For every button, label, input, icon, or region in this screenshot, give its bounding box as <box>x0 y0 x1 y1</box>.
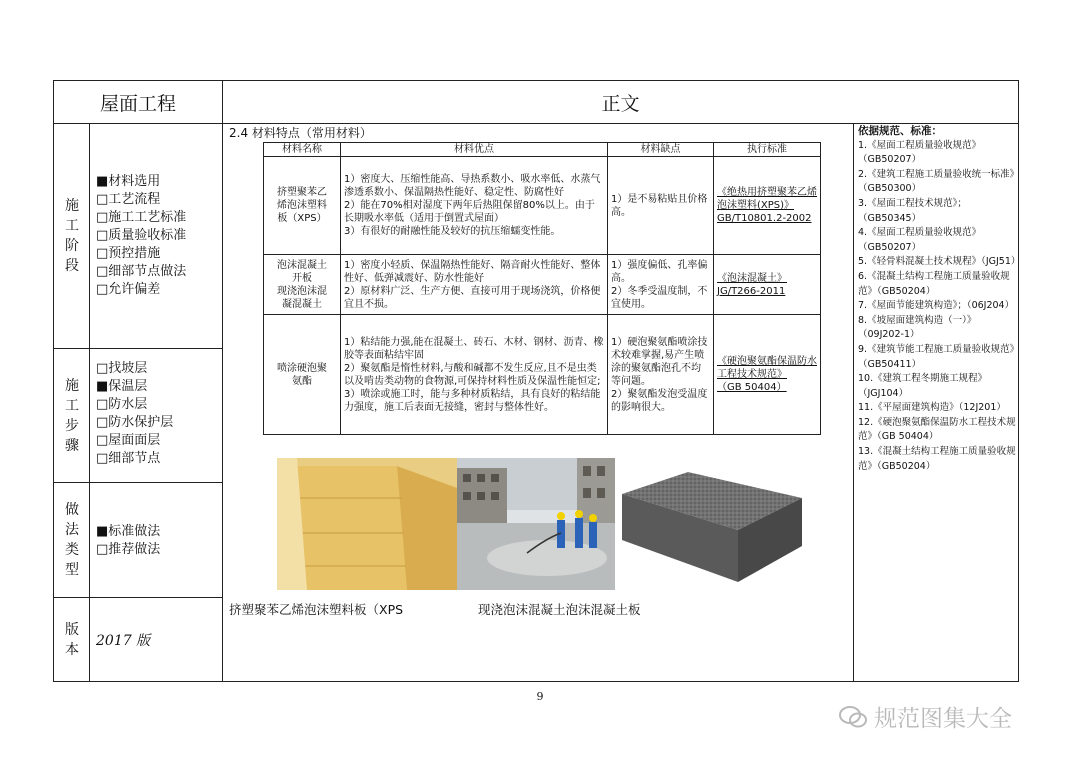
reference-item: 6.《混凝土结构工程施工质量验收规范》（GB50204） <box>858 270 1010 297</box>
method-item[interactable]: □推荐做法 <box>96 542 161 557</box>
stage-item[interactable]: □质量验收标准 <box>96 228 187 243</box>
material-cons: 1）是不易粘贴且价格高。 <box>608 157 714 255</box>
material-standard: 《硬泡聚氨酯保温防水工程技术规范》 （GB 50404） <box>714 315 821 435</box>
foam-caption: 现浇泡沫混凝土泡沫混凝土板 <box>478 602 641 617</box>
stage-item[interactable]: □细部节点做法 <box>96 264 187 279</box>
reference-item: 3.《屋面工程技术规范》；（GB50345） <box>858 197 967 224</box>
material-pros: 1）密度大、压缩性能高、导热系数小、吸水率低、水蒸气渗透系数小、保温隔热性能好、稳定性、防腐性好 2）能在70%相对湿度下两年后热阻保留80%以上。由于长期吸水率低（适用于倒置式屋面） 3）有很好的耐融性能及较好的抗压缩蠕变性能。 <box>341 157 608 255</box>
stage-item[interactable]: □工艺流程 <box>96 192 161 207</box>
version-label: 版 本 <box>65 621 79 658</box>
stage-item[interactable]: □预控措施 <box>96 246 161 261</box>
table-header-row <box>264 143 821 157</box>
table-row <box>264 315 821 435</box>
method-label: 做 法 类 型 <box>65 502 79 578</box>
reference-item: 1.《屋面工程质量验收规范》（GB50207） <box>858 139 982 166</box>
reference-item: 12.《硬泡聚氨酯保温防水工程技术规范》（GB 50404） <box>858 416 1016 443</box>
stage-label: 施 工 阶 段 <box>65 198 79 274</box>
watermark-text: 规范图集大全 <box>874 706 1012 732</box>
col-header: 材料缺点 <box>608 143 714 157</box>
stage-item[interactable]: □施工工艺标准 <box>96 210 187 225</box>
steps-label: 施 工 步 骤 <box>65 377 79 454</box>
material-standard: 《泡沫混凝土》 JG/T266-2011 <box>714 255 821 315</box>
xps-caption: 挤塑聚苯乙烯泡沫塑料板（XPS <box>229 602 404 617</box>
steps-menu <box>96 360 173 468</box>
material-pros: 1）粘结能力强,能在混凝土、砖石、木材、钢材、沥青、橡胶等表面粘结牢固 2）聚氨酯是惰性材料,与酸和碱都不发生反应,且不是虫类以及啃齿类动物的食物源,可保持材料性质及保温性能恒定; 3）喷涂或施工时，能与多种材质粘结，具有良好的粘结能力强度，施工后表面无接缝，密封与整体性好。 <box>341 315 608 435</box>
reference-item: 5.《轻骨料混凝土技术规程》（JGJ51） <box>858 256 1021 268</box>
method-item[interactable]: ■标准做法 <box>96 524 161 539</box>
step-item[interactable]: ■保温层 <box>96 379 148 394</box>
polyurethane-foam-board-photo <box>618 470 804 588</box>
material-cons: 1）硬泡聚氨酯喷涂技术较难掌握,易产生喷涂的聚氨酯泡孔不均等问题。 2）聚氨酯发泡受温度的影响很大。 <box>608 315 714 435</box>
col-header: 材料名称 <box>264 143 341 157</box>
chapter-title: 屋面工程 <box>99 92 176 115</box>
refs-column-divider <box>853 124 854 681</box>
reference-item: 10.《建筑工程冬期施工规程》（JGJ104） <box>858 373 988 399</box>
material-name: 挤塑聚苯乙 烯泡沫塑料 板（XPS） <box>264 157 341 255</box>
reference-title: 依据规范、标准： <box>858 125 942 137</box>
reference-item: 7.《屋面节能建筑构造》；（06J204） <box>858 300 1015 312</box>
material-standard: 《绝热用挤塑聚苯乙烯泡沫塑料(XPS)》 GB/T10801.2-2002 <box>714 157 821 255</box>
reference-item: 4.《屋面工程质量验收规范》（GB50207） <box>858 227 982 253</box>
section-title: 2.4 材料特点（常用材料） <box>229 126 372 140</box>
reference-list <box>858 124 1021 474</box>
watermark <box>838 700 1012 733</box>
col-header: 材料优点 <box>341 143 608 157</box>
xps-board-photo <box>277 458 457 590</box>
stage-menu <box>96 173 186 299</box>
page-number: 9 <box>536 690 544 703</box>
step-item[interactable]: □细部节点 <box>96 451 161 466</box>
table-row <box>264 157 821 255</box>
materials-table <box>263 142 821 435</box>
reference-item: 8.《坡屋面建筑构造（一）》（09J202-1） <box>858 314 977 341</box>
left-column-divider <box>222 81 223 681</box>
reference-item: 11.《平屋面建筑构造》（12J201） <box>858 402 1006 414</box>
reference-item: 9.《建筑节能工程施工质量验收规范》（GB50411） <box>858 343 1015 370</box>
method-menu <box>96 523 160 559</box>
material-pros: 1）密度小轻质、保温隔热性能好、隔音耐火性能好、整体性好、低弹减震好、防水性能好 2）原材料广泛、生产方便、直接可用于现场浇筑，价格便宜且不损。 <box>341 255 608 315</box>
col-header: 执行标准 <box>714 143 821 157</box>
step-item[interactable]: □找坡层 <box>96 361 148 376</box>
table-row <box>264 255 821 315</box>
foam-concrete-site-photo <box>457 458 615 590</box>
material-name: 喷涂硬泡聚 氨酯 <box>264 315 341 435</box>
content-title: 正文 <box>601 92 640 115</box>
material-cons: 1）强度偏低、孔率偏高。 2）冬季受温度制，不宜使用。 <box>608 255 714 315</box>
step-item[interactable]: □防水保护层 <box>96 415 174 430</box>
stage-item[interactable]: ■材料选用 <box>96 174 161 189</box>
reference-item: 2.《建筑工程施工质量验收统一标准》（GB50300） <box>858 168 1015 195</box>
reference-item: 13.《混凝土结构工程施工质量验收规范》（GB50204） <box>858 446 1016 472</box>
step-item[interactable]: □屋面面层 <box>96 433 161 448</box>
version-value: 2017 版 <box>96 633 151 649</box>
material-name: 泡沫混凝土 开板 现浇泡沫混 凝混凝土 <box>264 255 341 315</box>
step-item[interactable]: □防水层 <box>96 397 148 412</box>
wechat-icon <box>838 704 868 730</box>
stage-item[interactable]: □允许偏差 <box>96 282 161 297</box>
